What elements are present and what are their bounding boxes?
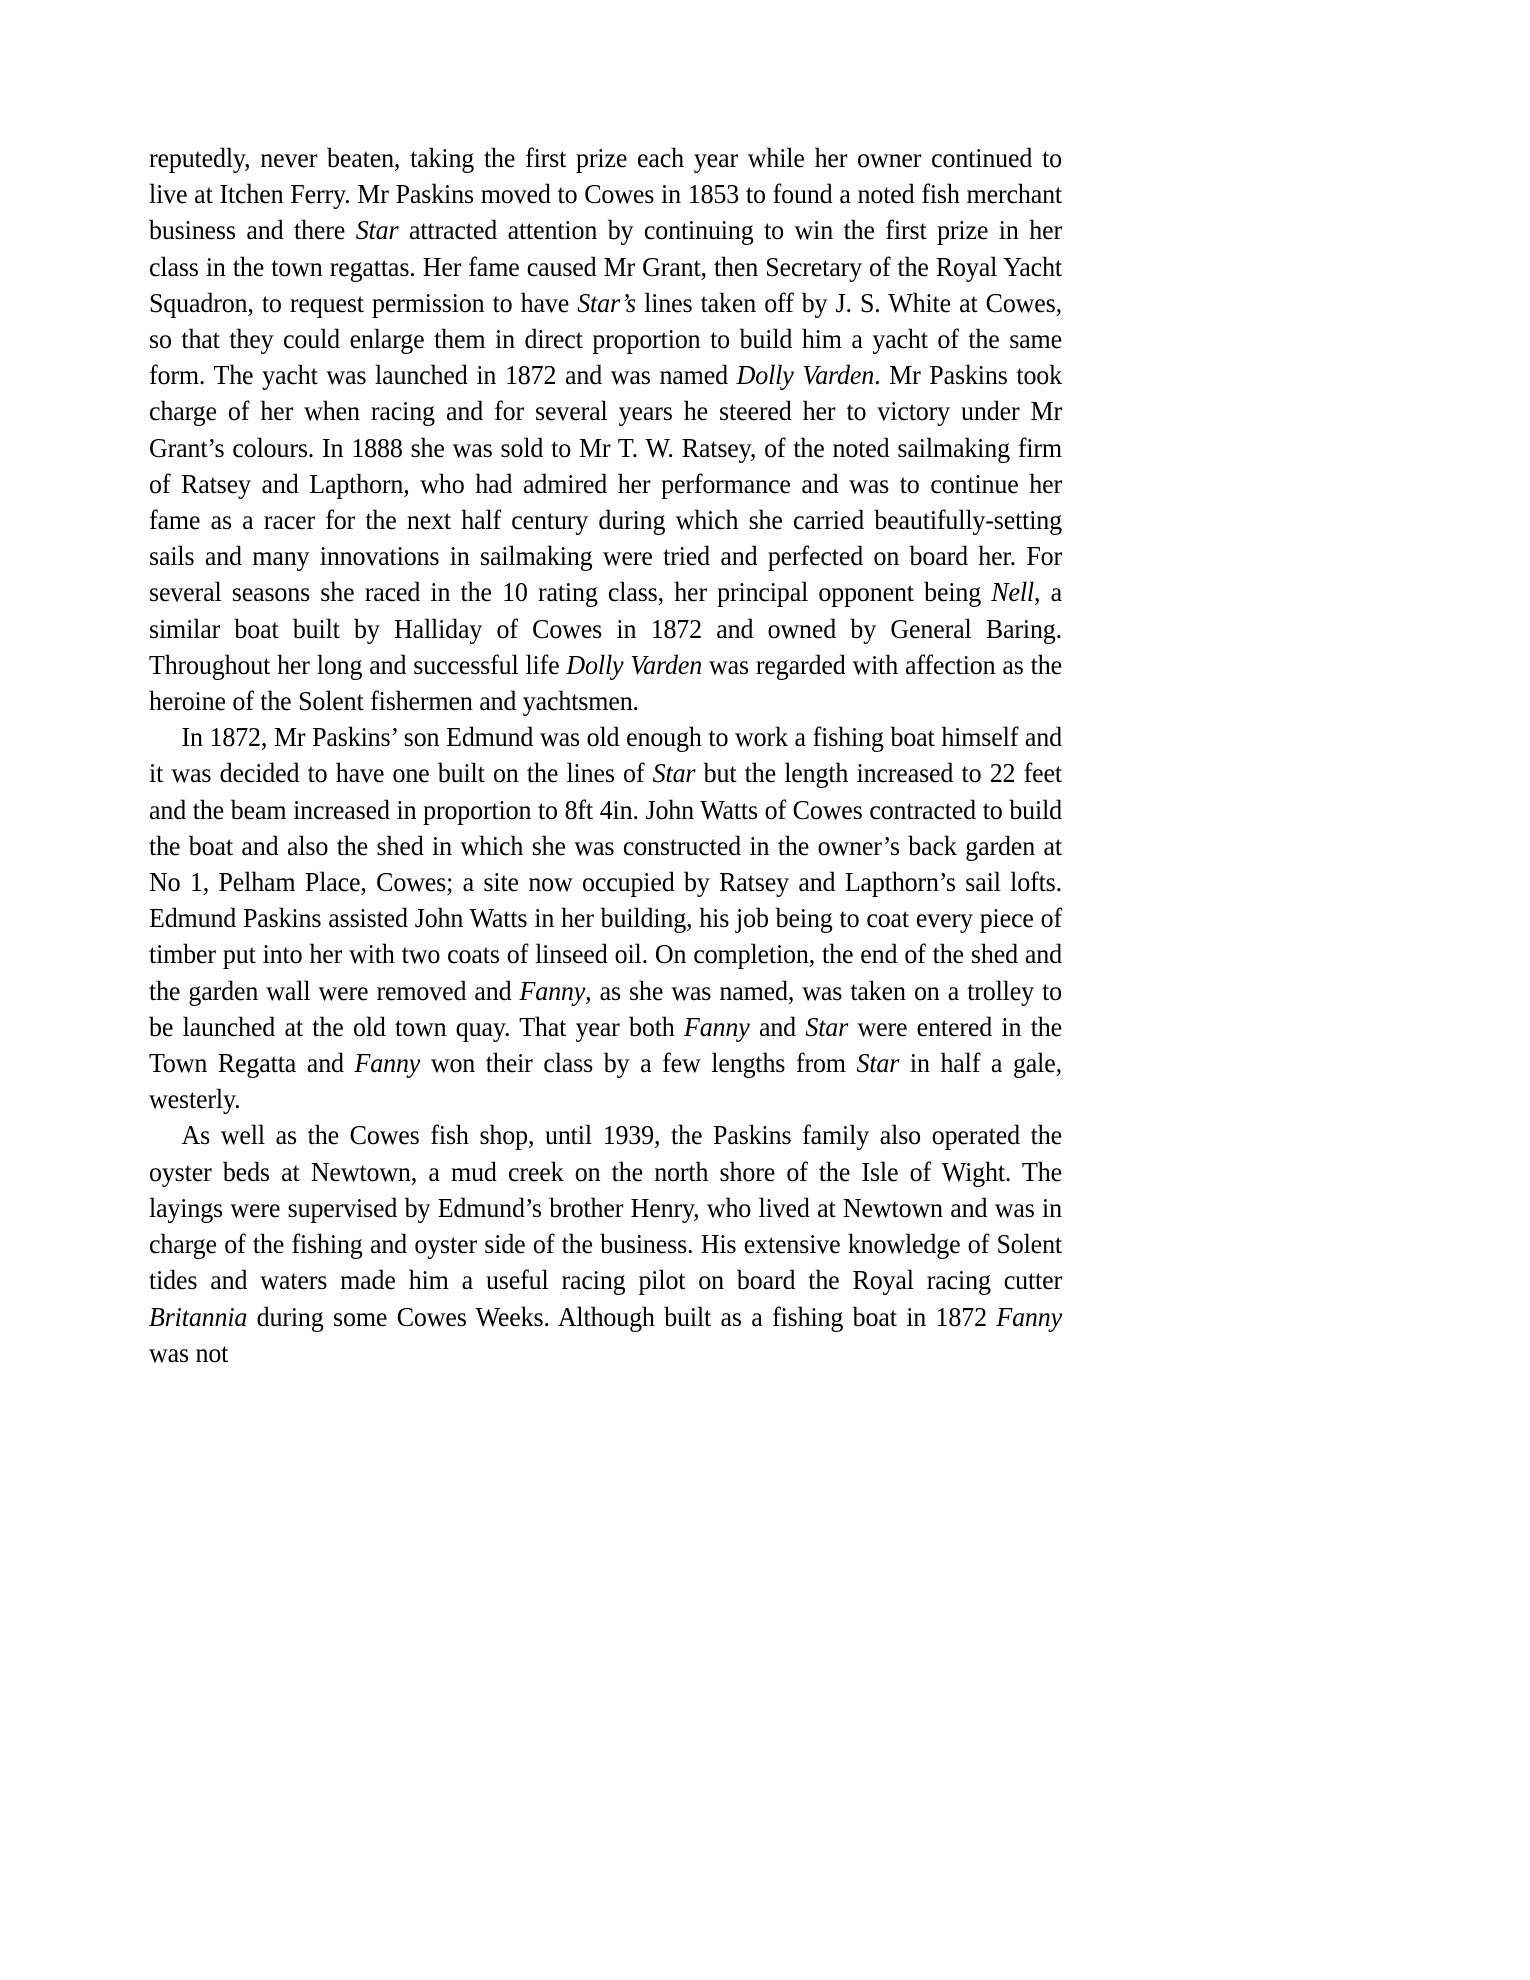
italic-title: Star <box>355 215 399 246</box>
text-run: was regarded with affection as the heroine of the Solent fishermen and yachtsmen. <box>149 649 1062 717</box>
text-run: , as she was named, was taken on a trolley to be launched at the old town quay. That year both <box>149 975 1062 1042</box>
text-run: attracted attention by continuing to win the first prize in her class in the town regattas. Her fame caused Mr Grant, then Secretary of the Royal Yacht Squadron, to request permission to have <box>149 215 1062 318</box>
italic-title: Fanny <box>683 1011 750 1042</box>
text-run: was not <box>149 1337 229 1368</box>
italic-title: Fanny <box>519 975 586 1006</box>
text-run: . Mr Paskins took charge of her when racing and for several years he steered her to victory under Mr Grant’s colours. In 1888 she was sold to Mr T. W. Ratsey, of the noted sailmaking firm of Ratsey and Lapthorn, who had admired her performance and was to continue her fame as a racer for the next half century during which she carried beautifully-setting sails and many innovations in sailmaking were tried and perfected on board her. For several seasons she raced in the 10 rating class, her principal opponent being <box>149 360 1062 608</box>
text-run: and <box>749 1011 806 1042</box>
text-run: in half a gale, westerly. <box>149 1048 1062 1115</box>
italic-title: Star <box>652 758 696 789</box>
italic-title: Fanny <box>996 1301 1062 1332</box>
text-run: In 1872, Mr Paskins’ son Edmund was old enough to work a fishing boat himself and it was decided to have one built on the lines of <box>149 722 1062 789</box>
text-run: , a similar boat built by Halliday of Cowes in 1872 and owned by General Baring. Throughout her long and successful life <box>149 577 1062 680</box>
text-run: lines taken off by J. S. White at Cowes, so that they could enlarge them in direct proportion to build him a yacht of the same form. The yacht was launched in 1872 and was named <box>149 287 1062 391</box>
italic-title: Star <box>856 1048 900 1079</box>
text-run: were entered in the Town Regatta and <box>149 1011 1062 1079</box>
body-paragraph <box>149 719 1062 1117</box>
italic-title: Britannia <box>149 1301 248 1332</box>
italic-title: Star <box>805 1011 849 1042</box>
text-run: during some Cowes Weeks. Although built as a fishing boat in 1872 <box>247 1301 997 1332</box>
text-run: won their class by a few lengths from <box>420 1048 857 1079</box>
text-run: As well as the Cowes fish shop, until 1939, the Paskins family also operated the oyster beds at Newtown, a mud creek on the north shore of the Isle of Wight. The layings were supervised by Edmund’s brother Henry, who lived at Newtown and was in charge of the fishing and oyster side of the business. His extensive knowledge of Solent tides and waters made him a useful racing pilot on board the Royal racing cutter <box>149 1120 1062 1296</box>
italic-title: Dolly Varden <box>566 649 703 680</box>
italic-title: Nell <box>991 577 1035 608</box>
text-run: but the length increased to 22 feet and the beam increased in proportion to 8ft 4in. John Watts of Cowes contracted to build the boat and also the shed in which she was constructed in the owner’s back garden at No 1, Pelham Place, Cowes; a site now occupied by Ratsey and Lapthorn’s sail lofts. Edmund Paskins assisted John Watts in her building, his job being to coat every piece of timber put into her with two coats of linseed oil. On completion, the end of the shed and the garden wall were removed and <box>149 758 1062 1006</box>
italic-title: Star’s <box>577 287 637 318</box>
italic-title: Fanny <box>354 1048 421 1079</box>
body-paragraph <box>149 140 1062 719</box>
text-run: reputedly, never beaten, taking the first prize each year while her owner continued to live at Itchen Ferry. Mr Paskins moved to Cowes in 1853 to found a noted fish merchant business and there <box>149 143 1062 246</box>
italic-title: Dolly Varden <box>736 360 875 391</box>
text-column <box>149 140 1062 1371</box>
body-paragraph <box>149 1117 1062 1370</box>
